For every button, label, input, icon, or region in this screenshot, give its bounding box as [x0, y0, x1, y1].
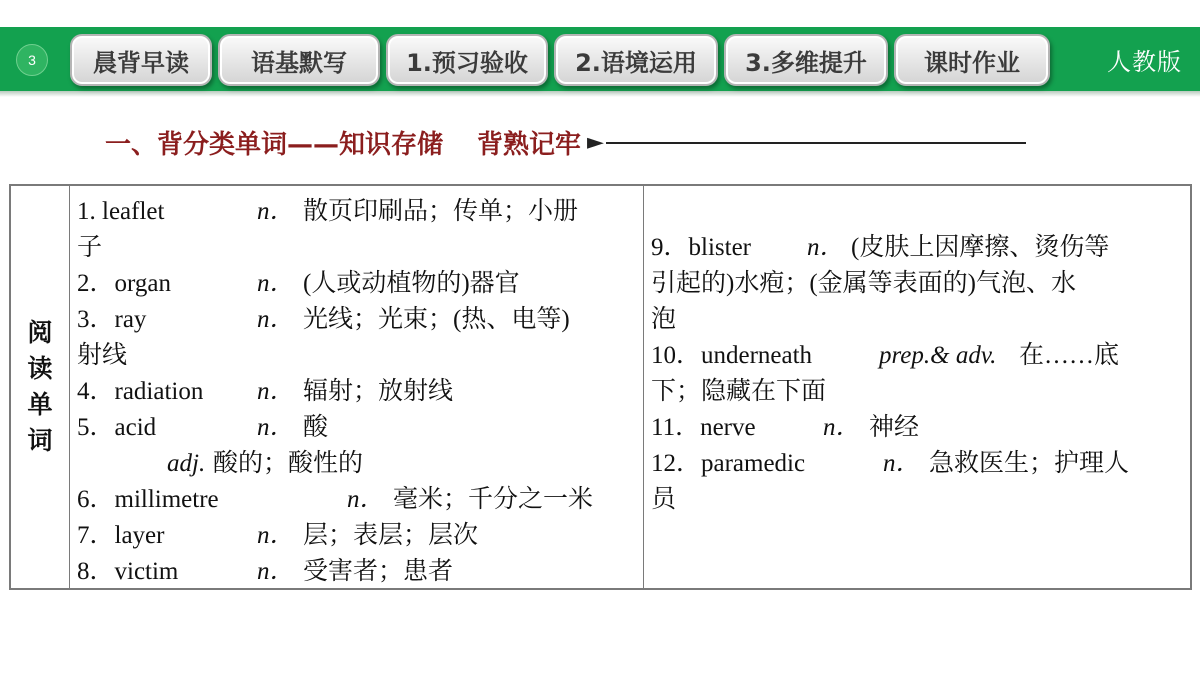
vocab-entry [77, 554, 637, 590]
vocab-meaning: (人或动植物的)器官 [303, 270, 520, 297]
part-of-speech: n． [257, 414, 295, 441]
vocab-entry [77, 518, 637, 554]
top-bar-shadow [0, 91, 1200, 97]
vocab-meaning: 射线 [77, 342, 128, 369]
category-char: 读 [27, 354, 53, 383]
vocab-word: 5．acid [77, 414, 157, 441]
arrow-icon: ► [587, 130, 604, 155]
vocab-entry-continuation [651, 482, 1181, 518]
vocab-meaning: 毫米；千分之一米 [393, 486, 594, 513]
category-char: 词 [27, 426, 53, 455]
part-of-speech: prep.& adv. [879, 342, 997, 369]
vocab-entry [651, 230, 1181, 266]
tab-preview-check[interactable]: 1.预习验收 [386, 34, 548, 86]
part-of-speech: n． [257, 270, 295, 297]
vocab-meaning: 子 [77, 234, 103, 261]
part-of-speech: n． [257, 558, 295, 585]
category-char: 阅 [27, 318, 53, 347]
tab-morning-reading[interactable]: 晨背早读 [70, 34, 212, 86]
vocab-meaning: 酸 [303, 414, 329, 441]
vocab-word: 10．underneath [651, 342, 813, 369]
vocab-entry-continuation [651, 302, 1181, 338]
vocab-meaning: 泡 [651, 306, 677, 333]
vocab-entry-secondary [77, 446, 637, 482]
vocab-word: 8．victim [77, 558, 179, 585]
vocab-word: 1. leaflet [77, 198, 165, 225]
vocab-meaning: 受害者；患者 [303, 558, 454, 585]
vocab-entry [77, 194, 637, 230]
vocab-entry [77, 410, 637, 446]
left-word-list [77, 194, 637, 590]
vocab-meaning: 急救医生；护理人 [929, 450, 1130, 477]
part-of-speech: n． [257, 378, 295, 405]
vocabulary-table [9, 184, 1192, 590]
section-title: 一、背分类单词——知识存储 [105, 130, 444, 160]
vocab-meaning: 下；隐藏在下面 [651, 378, 827, 405]
section-subtitle: 背熟记牢 [477, 130, 582, 160]
vocab-meaning: 引起的)水疱；(金属等表面的)气泡、水 [651, 270, 1076, 297]
vocab-meaning: 散页印刷品；传单；小册 [303, 198, 579, 225]
tab-context-application[interactable]: 2.语境运用 [554, 34, 718, 86]
vocab-word: 4．radiation [77, 378, 204, 405]
vocab-meaning: 光线；光束；(热、电等) [303, 306, 570, 333]
vocab-meaning: 神经 [869, 414, 920, 441]
vocab-entry [77, 374, 637, 410]
vocab-word: 12．paramedic [651, 450, 806, 477]
vocab-entry-continuation [77, 230, 637, 266]
part-of-speech: n． [883, 450, 921, 477]
vocab-word: 3．ray [77, 306, 147, 333]
section-heading [105, 124, 1026, 161]
vocab-entry-continuation [651, 266, 1181, 302]
vocab-meaning: 员 [651, 486, 677, 513]
tab-multi-improvement[interactable]: 3.多维提升 [724, 34, 888, 86]
vocab-meaning: 在……底 [1019, 342, 1120, 369]
part-of-speech: n． [257, 306, 295, 333]
vocab-entry [651, 410, 1181, 446]
heading-rule [606, 142, 1026, 144]
publisher-label: 人教版 [1107, 48, 1182, 76]
vocab-word: 11．nerve [651, 414, 756, 441]
vocab-word: 2．organ [77, 270, 171, 297]
right-word-list [651, 230, 1181, 518]
part-of-speech: n． [807, 234, 845, 261]
vocab-entry [77, 266, 637, 302]
part-of-speech: adj. [167, 450, 206, 477]
vocab-entry [651, 338, 1181, 374]
part-of-speech: n． [257, 198, 295, 225]
part-of-speech: n． [823, 414, 861, 441]
vocab-meaning: (皮肤上因摩擦、烫伤等 [851, 234, 1110, 261]
part-of-speech: n． [347, 486, 385, 513]
page-number-badge: 3 [16, 44, 48, 76]
tab-basic-dictation[interactable]: 语基默写 [218, 34, 380, 86]
vocab-word: 7．layer [77, 522, 165, 549]
vocab-entry-continuation [77, 338, 637, 374]
vocab-meaning: 辐射；放射线 [303, 378, 454, 405]
vocab-entry [651, 446, 1181, 482]
vocab-meaning: 层；表层；层次 [303, 522, 479, 549]
column-divider [643, 186, 644, 588]
tab-homework[interactable]: 课时作业 [894, 34, 1050, 86]
vocab-meaning: 酸的；酸性的 [213, 450, 364, 477]
part-of-speech: n． [257, 522, 295, 549]
category-label [11, 186, 70, 588]
vocab-entry [77, 482, 637, 518]
vocab-entry-continuation [651, 374, 1181, 410]
vocab-word: 6．millimetre [77, 486, 219, 513]
vocab-entry [77, 302, 637, 338]
category-char: 单 [27, 390, 53, 419]
vocab-word: 9．blister [651, 234, 751, 261]
